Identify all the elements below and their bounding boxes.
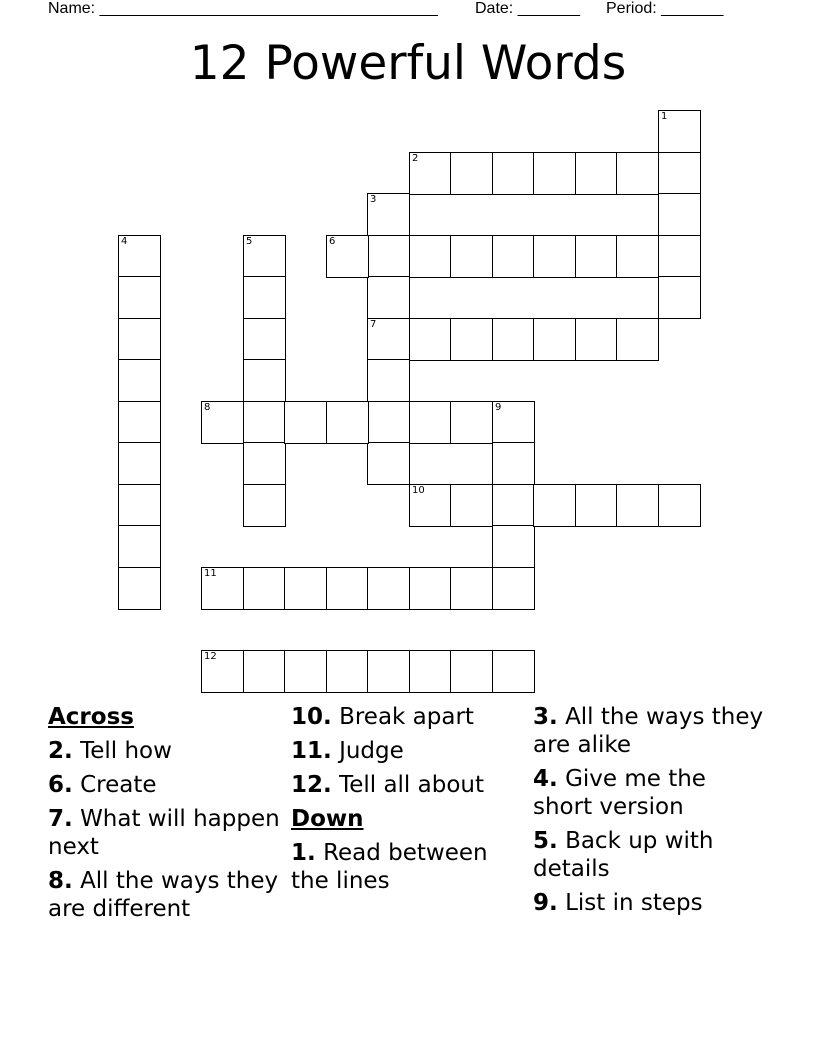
grid-cell[interactable] [118,484,161,527]
grid-cell[interactable] [533,152,576,195]
grid-cell[interactable] [575,318,618,361]
clue-down-5 [533,827,771,883]
down-heading: Down [291,806,364,832]
clue-down-4 [533,765,771,821]
clue-number: 11. [291,738,332,764]
grid-cell[interactable] [201,401,244,444]
grid-cell[interactable] [575,484,618,527]
clue-number-label: 6 [329,236,336,247]
grid-cell[interactable] [658,152,701,195]
grid-cell[interactable] [367,318,410,361]
grid-cell[interactable] [409,235,452,278]
clue-text: All the ways they are different [48,868,279,922]
grid-cell[interactable] [616,484,659,527]
grid-cell[interactable] [243,650,286,693]
clue-number: 6. [48,772,73,798]
clue-text: All the ways they are alike [533,704,764,758]
clue-number: 12. [291,772,332,798]
grid-cell[interactable] [658,235,701,278]
date-field-label: Date: _______ [475,0,580,17]
clue-text: Judge [339,738,404,764]
clue-number: 5. [533,828,558,854]
grid-cell[interactable] [575,235,618,278]
clue-number: 10. [291,704,332,730]
grid-cell[interactable] [118,359,161,402]
grid-cell[interactable] [450,567,493,610]
grid-cell[interactable] [118,318,161,361]
grid-cell[interactable] [367,442,410,485]
grid-cell[interactable] [367,359,410,402]
grid-cell[interactable] [243,401,286,444]
grid-cell[interactable] [118,442,161,485]
clues-column-2 [291,703,529,901]
clue-number: 7. [48,806,73,832]
grid-cell[interactable] [450,650,493,693]
grid-cell[interactable] [492,525,535,568]
clue-number: 8. [48,868,73,894]
grid-cell[interactable] [409,484,452,527]
clue-number-label: 7 [370,319,377,330]
grid-cell[interactable] [533,484,576,527]
clue-text: Break apart [339,704,474,730]
clue-number-label: 12 [204,651,217,662]
clue-text: Tell all about [339,772,484,798]
clues-column-1 [48,703,286,929]
grid-cell[interactable] [243,567,286,610]
grid-cell[interactable] [658,193,701,236]
grid-cell[interactable] [533,318,576,361]
grid-cell[interactable] [492,442,535,485]
clue-text: Back up with details [533,828,714,882]
grid-cell[interactable] [616,318,659,361]
grid-cell[interactable] [658,484,701,527]
clue-number-label: 9 [495,402,502,413]
grid-cell[interactable] [575,152,618,195]
grid-cell[interactable] [492,484,535,527]
grid-cell[interactable] [409,567,452,610]
clue-across-6 [48,771,286,799]
clue-down-3 [533,703,771,759]
grid-cell[interactable] [450,401,493,444]
grid-cell[interactable] [533,235,576,278]
period-field-label: Period: _______ [606,0,724,17]
clue-across-7 [48,805,286,861]
clue-number: 3. [533,704,558,730]
grid-cell[interactable] [450,484,493,527]
grid-cell[interactable] [492,235,535,278]
clue-across-12 [291,771,529,799]
grid-cell[interactable] [201,567,244,610]
grid-cell[interactable] [450,235,493,278]
grid-cell[interactable] [326,567,369,610]
clue-number-label: 5 [246,236,253,247]
clue-text: List in steps [565,890,703,916]
grid-cell[interactable] [409,401,452,444]
grid-cell[interactable] [326,650,369,693]
grid-cell[interactable] [243,484,286,527]
grid-cell[interactable] [492,401,535,444]
grid-cell[interactable] [367,650,410,693]
grid-cell[interactable] [450,318,493,361]
name-field-label: Name: ______________________________________ [48,0,438,17]
clue-number: 4. [533,766,558,792]
grid-cell[interactable] [492,567,535,610]
clue-text: Create [80,772,157,798]
clue-number-label: 4 [121,236,128,247]
grid-cell[interactable] [367,567,410,610]
grid-cell[interactable] [492,318,535,361]
grid-cell[interactable] [492,650,535,693]
grid-cell[interactable] [409,152,452,195]
page-title: 12 Powerful Words [189,36,627,91]
clue-number: 1. [291,840,316,866]
clue-across-8 [48,867,286,923]
clue-down-1 [291,839,529,895]
grid-cell[interactable] [284,567,327,610]
clue-text: What will happen next [48,806,280,860]
clue-across-11 [291,737,529,765]
grid-cell[interactable] [243,276,286,319]
clue-across-10 [291,703,529,731]
grid-cell[interactable] [616,152,659,195]
grid-cell[interactable] [243,442,286,485]
clue-number: 9. [533,890,558,916]
clue-number-label: 8 [204,402,211,413]
grid-cell[interactable] [118,235,161,278]
grid-cell[interactable] [326,401,369,444]
clue-number-label: 3 [370,194,377,205]
grid-cell[interactable] [367,401,410,444]
grid-cell[interactable] [118,567,161,610]
clue-number-label: 10 [412,485,425,496]
clue-text: Tell how [80,738,172,764]
grid-cell[interactable] [326,235,369,278]
grid-cell[interactable] [409,650,452,693]
grid-cell[interactable] [243,318,286,361]
grid-cell[interactable] [118,401,161,444]
clue-text: Read between the lines [291,840,488,894]
grid-cell[interactable] [658,110,701,153]
grid-cell[interactable] [450,152,493,195]
grid-cell[interactable] [367,235,410,278]
clue-number-label: 1 [661,111,668,122]
clue-number-label: 11 [204,568,217,579]
grid-cell[interactable] [367,193,410,236]
grid-cell[interactable] [118,525,161,568]
grid-cell[interactable] [284,401,327,444]
clue-across-2 [48,737,286,765]
clues-column-3 [533,703,771,923]
across-heading: Across [48,704,134,730]
grid-cell[interactable] [492,152,535,195]
grid-cell[interactable] [243,359,286,402]
grid-cell[interactable] [243,235,286,278]
clue-number: 2. [48,738,73,764]
clue-text: Give me the short version [533,766,706,820]
clue-number-label: 2 [412,153,419,164]
grid-cell[interactable] [118,276,161,319]
grid-cell[interactable] [367,276,410,319]
grid-cell[interactable] [201,650,244,693]
grid-cell[interactable] [658,276,701,319]
grid-cell[interactable] [409,318,452,361]
grid-cell[interactable] [284,650,327,693]
grid-cell[interactable] [616,235,659,278]
clue-down-9 [533,889,771,917]
